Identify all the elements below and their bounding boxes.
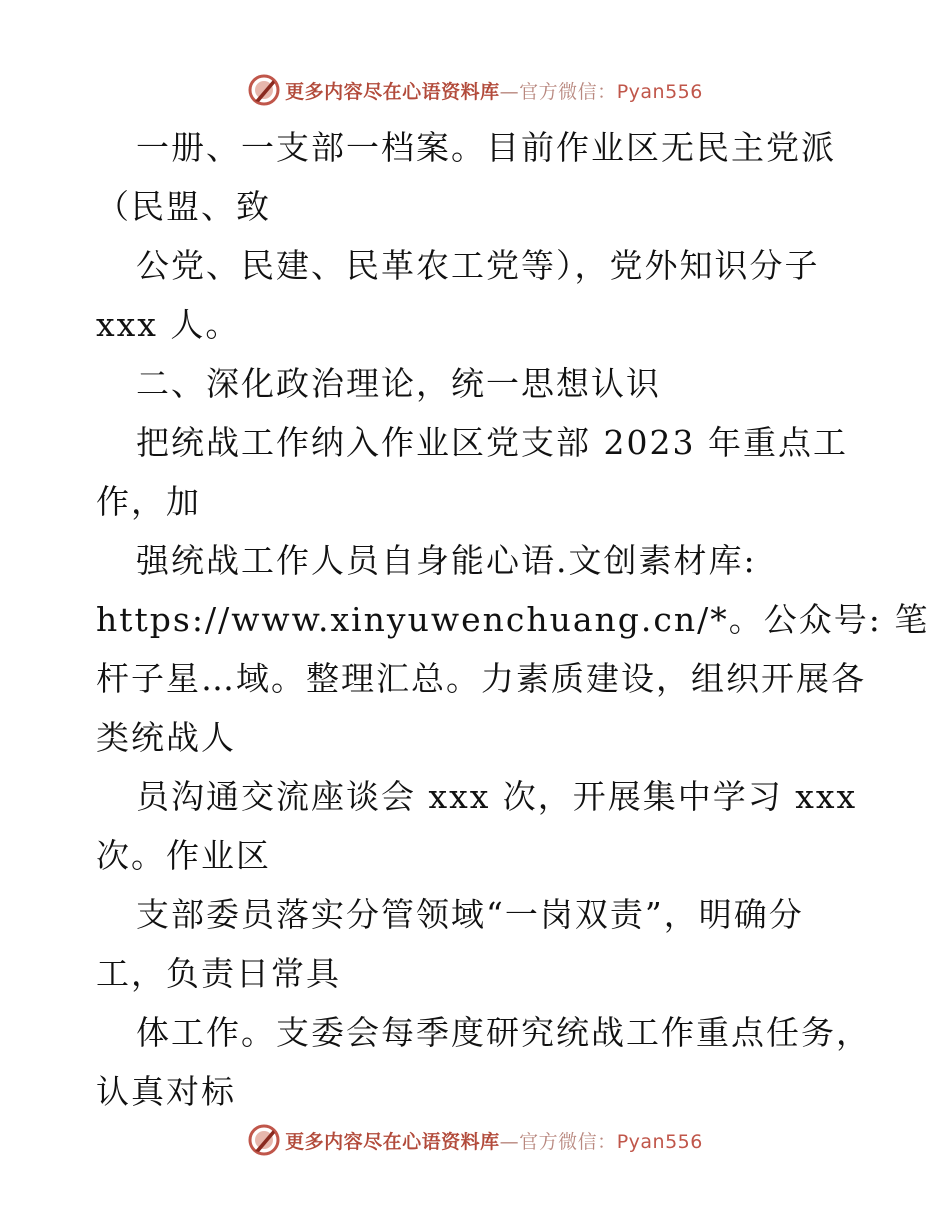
- banner-separator: —: [499, 1130, 520, 1153]
- text-line: https://www.xinyuwenchuang.cn/*。公众号: 笔: [96, 600, 930, 639]
- text-line: 认真对标: [96, 1072, 236, 1111]
- banner-wechat-id: Pyan556: [616, 80, 703, 103]
- text-line: 强统战工作人员自身能心语.文创素材库:: [136, 541, 757, 580]
- text-line: 工，负责日常具: [96, 954, 341, 993]
- footer-watermark-banner: [0, 1120, 950, 1160]
- banner-wechat-label: 官方微信：: [519, 1130, 617, 1153]
- text-line: 杆子星…域。整理汇总。力素质建设，组织开展各: [96, 659, 866, 698]
- text-line: 把统战工作纳入作业区党支部 2023 年重点工: [136, 423, 848, 462]
- banner-text: [285, 77, 703, 104]
- text-line: 公党、民建、民革农工党等），党外知识分子: [136, 246, 820, 285]
- text-line: 体工作。支委会每季度研究统战工作重点任务，: [136, 1013, 871, 1052]
- text-line: 一册、一支部一档案。目前作业区无民主党派: [136, 128, 836, 167]
- banner-wechat-id: Pyan556: [616, 1130, 703, 1153]
- quill-seal-logo-icon: [247, 73, 281, 107]
- banner-separator: —: [499, 80, 520, 103]
- text-line: 次。作业区: [96, 836, 271, 875]
- text-line: （民盟、致: [96, 187, 271, 226]
- text-line: 作，加: [96, 482, 201, 521]
- banner-wechat-label: 官方微信：: [519, 80, 617, 103]
- text-line: 支部委员落实分管领域“一岗双责”，明确分: [136, 895, 804, 934]
- text-line: 类统战人: [96, 718, 236, 757]
- quill-seal-logo-icon: [247, 1123, 281, 1157]
- banner-brand: 更多内容尽在心语资料库: [285, 80, 500, 103]
- text-line: xxx 人。: [96, 305, 241, 344]
- text-line: 员沟通交流座谈会 xxx 次，开展集中学习 xxx: [136, 777, 858, 816]
- section-heading: 二、深化政治理论，统一思想认识: [136, 364, 661, 403]
- header-watermark-banner: [0, 70, 950, 110]
- document-body: [96, 118, 930, 1121]
- banner-text: [285, 1127, 703, 1154]
- banner-brand: 更多内容尽在心语资料库: [285, 1130, 500, 1153]
